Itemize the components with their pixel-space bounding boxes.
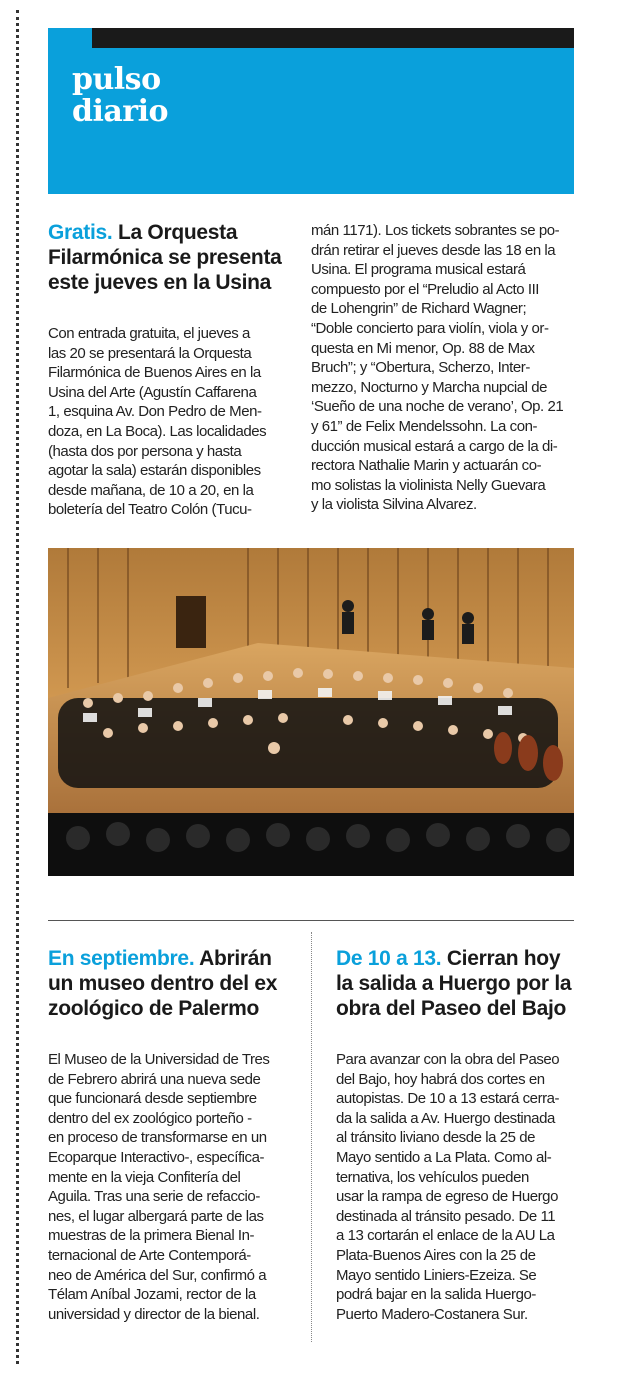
body-line: agotar la sala) estarán disponibles (48, 462, 261, 480)
body-line: neo de América del Sur, confirmó a (48, 1266, 267, 1284)
body-line: del Bajo, hoy habrá dos cortes en (336, 1070, 545, 1088)
body-line: nes, el lugar albergará parte de las (48, 1207, 264, 1225)
article3-body (336, 1050, 574, 1324)
orchestra-photo (48, 548, 574, 876)
body-line: en proceso de transformarse en un (48, 1129, 267, 1147)
body-line: Filarmónica de Buenos Aires en la (48, 364, 261, 382)
article2-kicker: En septiembre. (48, 947, 195, 970)
body-line: da la salida a Av. Huergo destinada (336, 1109, 555, 1127)
column-separator (311, 932, 312, 1342)
body-line: boletería del Teatro Colón (Tucu- (48, 501, 252, 519)
body-line: questa en Mi menor, Op. 88 de Max (311, 339, 535, 357)
body-line: drán retirar el jueves desde las 18 en la (311, 241, 556, 259)
body-line: mo solistas la violinista Nelly Guevara (311, 476, 546, 494)
body-line: ternativa, los vehículos pueden (336, 1168, 529, 1186)
body-line: Usina. El programa musical estará (311, 261, 526, 279)
dotted-margin-rule (16, 10, 19, 1364)
section-title (72, 64, 168, 128)
body-line: podrá bajar en la salida Huergo- (336, 1286, 536, 1304)
body-line: Usina del Arte (Agustín Caffarena (48, 383, 257, 401)
body-line: autopistas. De 10 a 13 estará cerra- (336, 1090, 560, 1108)
article1-body-col2 (311, 221, 573, 515)
body-line: y 61” de Felix Mendelssohn. La con- (311, 417, 538, 435)
body-line: rectora Nathalie Marin y actuarán co- (311, 457, 542, 475)
article2-body (48, 1050, 298, 1324)
body-line: a 13 cortarán el enlace de la AU La (336, 1227, 555, 1245)
body-line: al tránsito liviano desde la 25 de (336, 1129, 536, 1147)
body-line: (hasta dos por persona y hasta (48, 442, 242, 460)
body-line: mán 1171). Los tickets sobrantes se po- (311, 222, 560, 239)
article3-kicker: De 10 a 13. (336, 947, 442, 970)
body-line: mezzo, Nocturno y Marcha nupcial de (311, 378, 548, 396)
body-line: Con entrada gratuita, el jueves a (48, 325, 250, 342)
body-line: Para avanzar con la obra del Paseo (336, 1051, 560, 1068)
body-line: Mayo sentido Liniers-Ezeiza. Se (336, 1266, 537, 1284)
article3-headline (336, 946, 576, 1021)
body-line: destinada al tránsito pesado. De 11 (336, 1207, 556, 1225)
body-line: universidad y director de la bienal. (48, 1305, 260, 1323)
body-line: y la violista Silvina Alvarez. (311, 496, 477, 514)
body-line: Mayo sentido a La Plata. Como al- (336, 1148, 552, 1166)
body-line: desde mañana, de 10 a 20, en la (48, 481, 254, 499)
body-line: de Lohengrin” de Richard Wagner; (311, 300, 527, 318)
body-line: compuesto por el “Preludio al Acto III (311, 280, 540, 298)
article3-headline-text: Cierran hoy la salida a Huergo por la obra del Paseo del Bajo (336, 947, 572, 1020)
body-line: Puerto Madero-Costanera Sur. (336, 1305, 528, 1323)
body-line: de Febrero abrirá una nueva sede (48, 1070, 261, 1088)
body-line: muestras de la primera Bienal In- (48, 1227, 255, 1245)
body-line: que funcionará desde septiembre (48, 1090, 257, 1108)
body-line: dentro del ex zoológico porteño - (48, 1109, 252, 1127)
body-line: Ecoparque Interactivo-, específica- (48, 1148, 265, 1166)
body-line: Bruch”; y “Obertura, Scherzo, Inter- (311, 359, 530, 377)
body-line: Plata-Buenos Aires con la 25 de (336, 1246, 536, 1264)
article2-headline (48, 946, 288, 1021)
body-line: doza, en La Boca). Las localidades (48, 422, 267, 440)
body-line: ducción musical estará a cargo de la di- (311, 437, 558, 455)
body-line: ternacional de Arte Contemporá- (48, 1246, 251, 1264)
section-divider (48, 920, 574, 921)
body-line: “Doble concierto para violín, viola y or- (311, 319, 549, 337)
section-title-line2: diario (72, 94, 169, 129)
body-line: Télam Aníbal Jozami, rector de la (48, 1286, 256, 1304)
body-line: Aguila. Tras una serie de refaccio- (48, 1188, 260, 1206)
section-title-line1: pulso (72, 62, 161, 97)
body-line: 1, esquina Av. Don Pedro de Men- (48, 403, 262, 421)
article1-body-col1 (48, 324, 296, 520)
body-line: las 20 se presentará la Orquesta (48, 344, 252, 362)
body-line: ‘Sueño de una noche de verano’, Op. 21 (311, 398, 564, 416)
body-line: mente en la vieja Confitería del (48, 1168, 241, 1186)
article1-kicker: Gratis. (48, 221, 113, 244)
body-line: usar la rampa de egreso de Huergo (336, 1188, 558, 1206)
header-black-bar (92, 28, 574, 48)
article1-headline-text: La Orquesta Filarmónica se presenta este jueves en la Usina (48, 221, 282, 294)
body-line: El Museo de la Universidad de Tres (48, 1051, 270, 1068)
article2-headline-text: Abrirán un museo dentro del ex zoológico de Palermo (48, 947, 278, 1020)
article1-headline (48, 220, 288, 295)
